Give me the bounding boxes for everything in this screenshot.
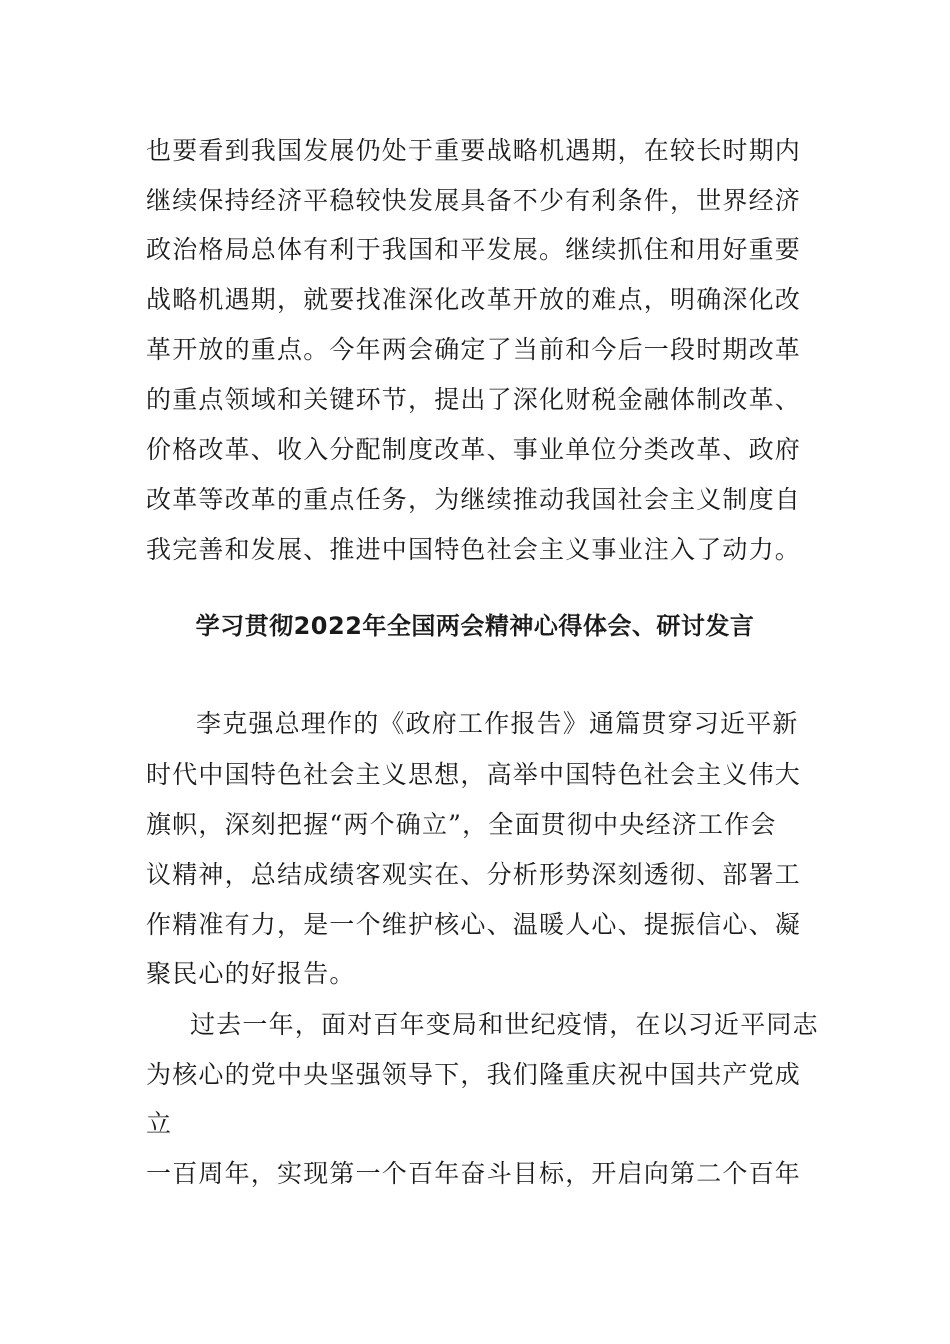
paragraph-line: 立 [146,1109,173,1138]
paragraph-line: 李克强总理作的《政府工作报告》通篇贯穿习近平新 [196,709,799,738]
paragraph-line: 聚民心的好报告。 [146,959,356,988]
paragraph-line: 也要看到我国发展仍处于重要战略机遇期，在较长时期内 [146,136,802,165]
paragraph-line: 作精准有力，是一个维护核心、温暖人心、提振信心、凝 [146,910,802,939]
paragraph-line: 为核心的党中央坚强领导下，我们隆重庆祝中国共产党成 [146,1060,802,1089]
section-title: 学习贯彻2022年全国两会精神心得体会、研讨发言 [195,612,755,640]
paragraph-line: 过去一年，面对百年变局和世纪疫情，在以习近平同志 [190,1010,819,1039]
paragraph-line: 革开放的重点。今年两会确定了当前和今后一段时期改革 [146,335,802,364]
paragraph-line: 议精神，总结成绩客观实在、分析形势深刻透彻、部署工 [146,860,802,889]
paragraph-line: 旗帜，深刻把握“两个确立”，全面贯彻中央经济工作会 [146,810,777,839]
paragraph-line: 价格改革、收入分配制度改革、事业单位分类改革、政府 [146,435,802,464]
paragraph-line: 我完善和发展、推进中国特色社会主义事业注入了动力。 [146,535,802,564]
paragraph-line: 战略机遇期，就要找准深化改革开放的难点，明确深化改 [146,285,802,314]
paragraph-line: 的重点领域和关键环节，提出了深化财税金融体制改革、 [146,385,802,414]
paragraph-line: 继续保持经济平稳较快发展具备不少有利条件，世界经济 [146,186,802,215]
paragraph-line: 改革等改革的重点任务，为继续推动我国社会主义制度自 [146,485,802,514]
paragraph-line: 一百周年，实现第一个百年奋斗目标，开启向第二个百年 [146,1159,802,1188]
paragraph-line: 时代中国特色社会主义思想，高举中国特色社会主义伟大 [146,760,802,789]
paragraph-line: 政治格局总体有利于我国和平发展。继续抓住和用好重要 [146,235,802,264]
